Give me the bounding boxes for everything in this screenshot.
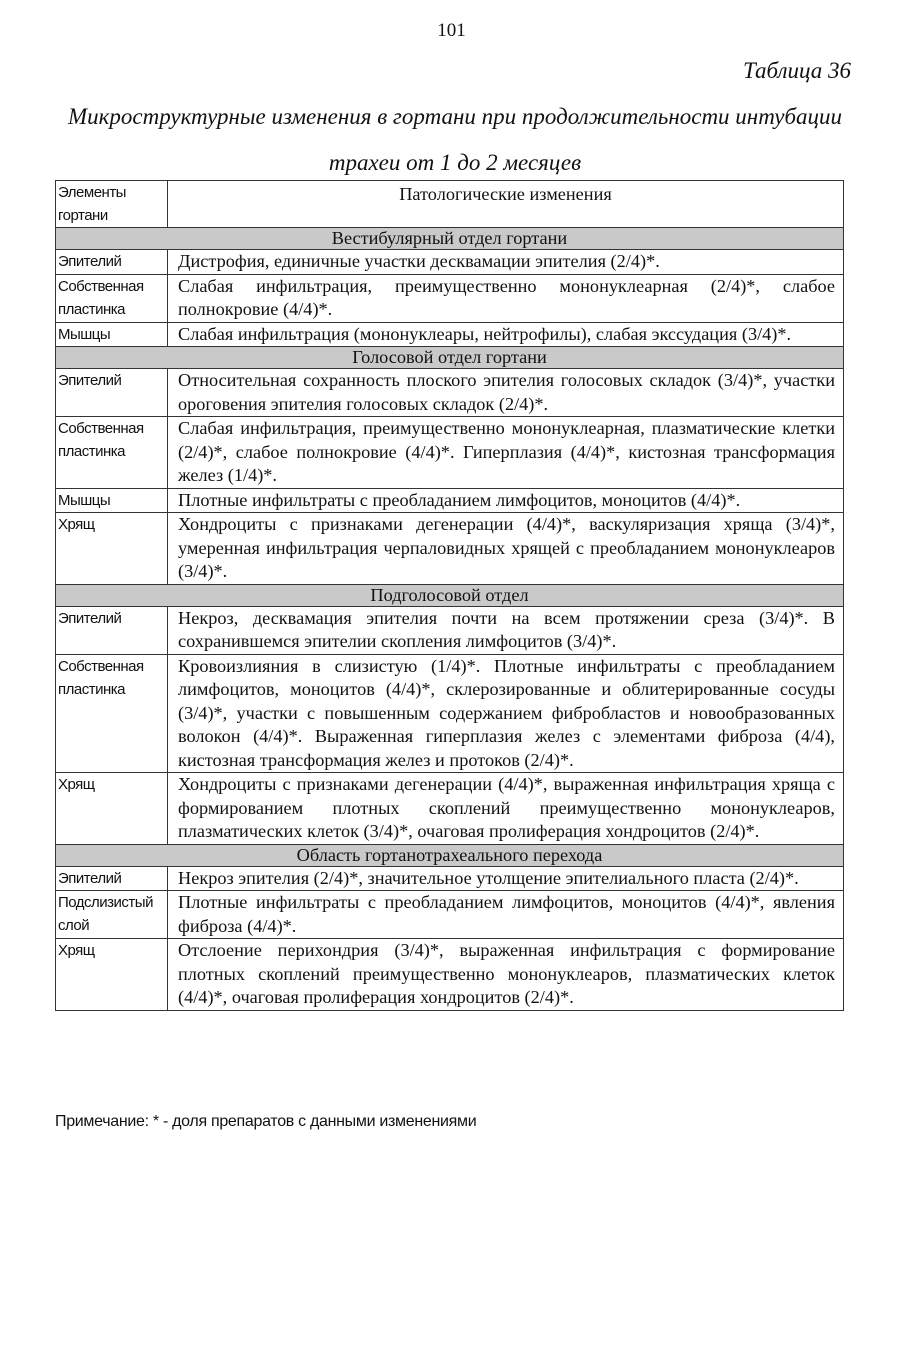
table-row [56, 417, 844, 489]
element-cell: Подслизистый слой [56, 891, 168, 939]
table-row [56, 939, 844, 1011]
changes-cell: Дистрофия, единичные участки десквамации эпителия (2/4)*. [168, 250, 844, 275]
element-cell: Собственная пластинка [56, 654, 168, 773]
table-row [56, 369, 844, 417]
table-title: Микроструктурные изменения в гортани при продолжительности интубации трахеи от 1 до 2 месяцев [67, 104, 843, 175]
changes-cell: Слабая инфильтрация, преимущественно мононуклеарная, плазматические клетки (2/4)*, слабое полнокровие (4/4)*. Гиперплазия (4/4)*, кистозная трансформация желез (1/4)*. [168, 417, 844, 489]
table-row [56, 322, 844, 347]
changes-cell: Некроз эпителия (2/4)*, значительное утолщение эпителиального пласта (2/4)*. [168, 866, 844, 891]
element-cell: Хрящ [56, 513, 168, 585]
element-cell: Хрящ [56, 773, 168, 845]
section-row [56, 844, 844, 866]
element-cell: Эпителий [56, 369, 168, 417]
changes-cell: Отслоение перихондрия (3/4)*, выраженная инфильтрация с формирование плотных скоплений преимущественно мононуклеаров, плазматических клеток (4/4)*, очаговая пролиферация хондроцитов (2/4)*. [168, 939, 844, 1011]
element-cell: Мышцы [56, 488, 168, 513]
table-row [56, 773, 844, 845]
section-row [56, 228, 844, 250]
section-title: Область гортанотрахеального перехода [56, 844, 844, 866]
table-row [56, 606, 844, 654]
table-row [56, 513, 844, 585]
element-cell: Хрящ [56, 939, 168, 1011]
element-cell: Мышцы [56, 322, 168, 347]
section-row [56, 347, 844, 369]
changes-cell: Слабая инфильтрация (мононуклеары, нейтрофилы), слабая экссудация (3/4)*. [168, 322, 844, 347]
section-title: Подголосовой отдел [56, 584, 844, 606]
page-number: 101 [437, 20, 466, 41]
changes-cell: Кровоизлияния в слизистую (1/4)*. Плотные инфильтраты с преобладанием лимфоцитов, моноцитов (4/4)*, склерозированные и облитерированные сосуды (3/4)*, участки с повышенным содержанием фибробластов и новообразованных волокон (4/4)*. Выраженная гиперплазия желез с элементами фиброза (4/4), кистозная трансформация желез и протоков (2/4)*. [168, 654, 844, 773]
table-note: Примечание: * - доля препаратов с данными изменениями [55, 1113, 477, 1130]
table-row [56, 274, 844, 322]
changes-cell: Хондроциты с признаками дегенерации (4/4)*, васкуляризация хряща (3/4)*, умеренная инфильтрация черпаловидных хрящей с преобладанием мононуклеаров (3/4)*. [168, 513, 844, 585]
column-header-changes: Патологические изменения [168, 181, 844, 228]
table-row [56, 488, 844, 513]
table-row [56, 654, 844, 773]
table-label: Таблица 36 [742, 58, 851, 83]
element-cell: Собственная пластинка [56, 274, 168, 322]
element-cell: Эпителий [56, 250, 168, 275]
element-cell: Собственная пластинка [56, 417, 168, 489]
column-header-elements: Элементы гортани [56, 181, 168, 228]
element-cell: Эпителий [56, 606, 168, 654]
changes-cell: Плотные инфильтраты с преобладанием лимфоцитов, моноцитов (4/4)*. [168, 488, 844, 513]
header-row [56, 181, 844, 228]
section-title: Вестибулярный отдел гортани [56, 228, 844, 250]
table-row [56, 891, 844, 939]
section-row [56, 584, 844, 606]
changes-cell: Некроз, десквамация эпителия почти на всем протяжении среза (3/4)*. В сохранившемся эпителии скопления лимфоцитов (3/4)*. [168, 606, 844, 654]
changes-cell: Слабая инфильтрация, преимущественно мононуклеарная (2/4)*, слабое полнокровие (4/4)*. [168, 274, 844, 322]
changes-cell: Плотные инфильтраты с преобладанием лимфоцитов, моноцитов (4/4)*, явления фиброза (4/4)*. [168, 891, 844, 939]
changes-cell: Относительная сохранность плоского эпителия голосовых складок (3/4)*, участки ороговения эпителия голосовых складок (2/4)*. [168, 369, 844, 417]
element-cell: Эпителий [56, 866, 168, 891]
table-row [56, 866, 844, 891]
changes-cell: Хондроциты с признаками дегенерации (4/4)*, выраженная инфильтрация хряща с формированием плотных скоплений преимущественно мононуклеаров, плазматических клеток (3/4)*, очаговая пролиферация хондроцитов (2/4)*. [168, 773, 844, 845]
section-title: Голосовой отдел гортани [56, 347, 844, 369]
findings-table [55, 180, 844, 1011]
table-row [56, 250, 844, 275]
